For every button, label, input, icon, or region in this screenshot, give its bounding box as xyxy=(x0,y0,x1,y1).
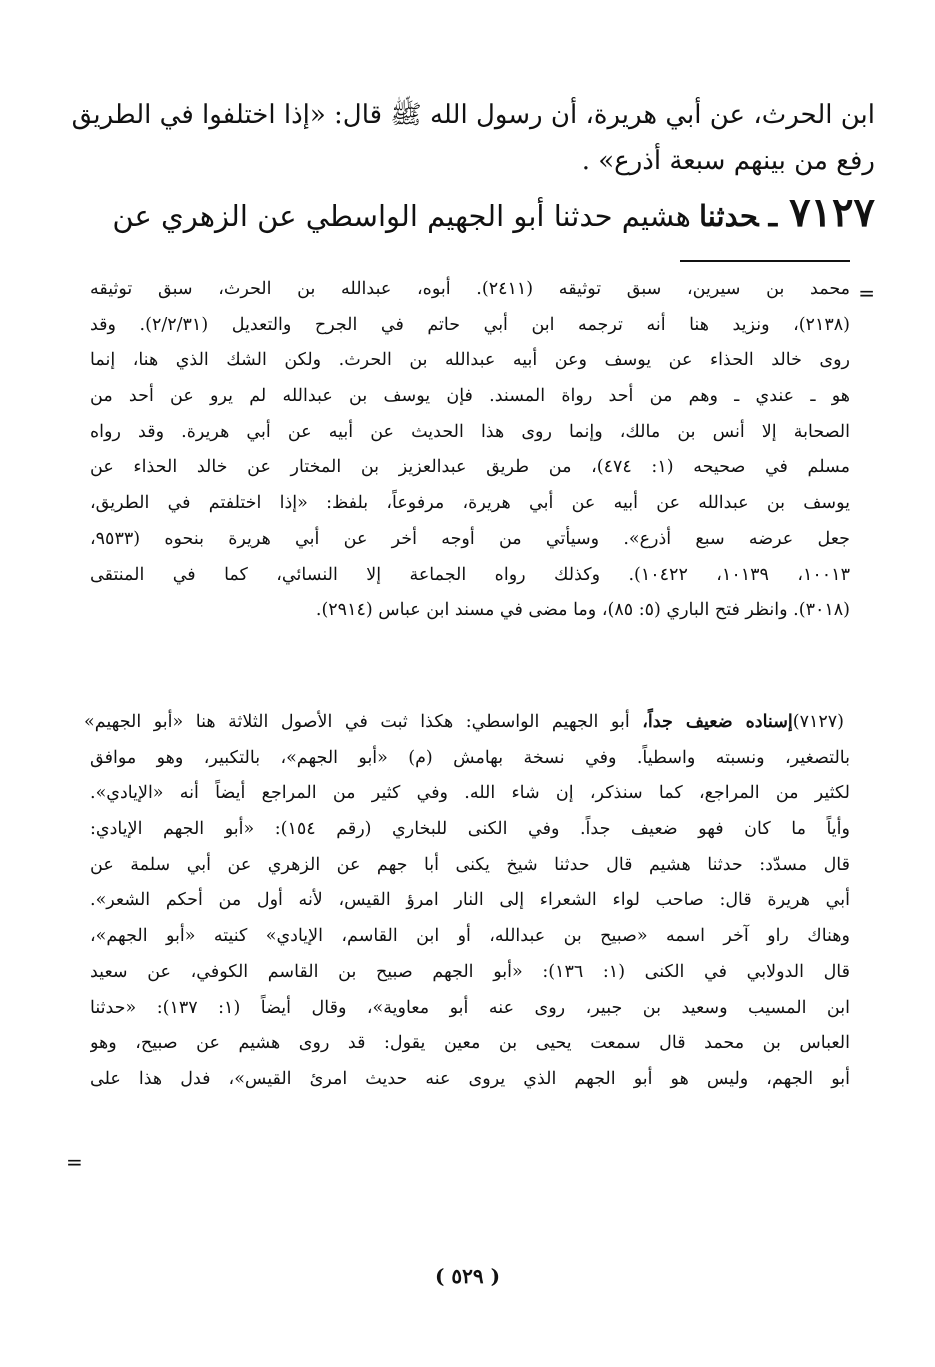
footnote-line: قال الدولابي في الكنى (١: ١٣٦): «أبو الجهم صبيح بن القاسم الكوفي، عن سعيد xyxy=(90,961,850,982)
footnote-line: مسلم في صحيحه (١: ٤٧٤)، من طريق عبدالعزيز بن المختار عن خالد الحذاء عن xyxy=(90,457,850,478)
continuation-mark-top: = xyxy=(858,281,875,305)
footnote-7127-verdict: إسناده ضعيف جداً، xyxy=(642,712,793,732)
footnote-line: محمد بن سيرين، سبق توثيقه (٢٤١١). أبوه، عبدالله بن الحرث، سبق توثيقه xyxy=(90,279,850,299)
hadith-number: ٧١٢٧ xyxy=(789,189,875,236)
footnote-line: بالتصغير، ونسبته واسطياً. وفي نسخة بهامش (م) «أبو الجهم»، بالتكبير، وهو موافق xyxy=(90,747,850,768)
footnote-line: وهناك راو آخر اسمه «صبيح بن عبدالله، أو ابن القاسم، الإيادي» كنيته «أبو الجهم»، xyxy=(90,926,850,947)
footnote-line: العباس بن محمد قال سمعت يحيى بن معين يقول: قد روى هشيم عن صبيح، وهو xyxy=(90,1033,850,1054)
footnote-7127 xyxy=(84,705,850,1098)
main-text xyxy=(55,92,875,184)
page-number: ( ٥٢٩ ) xyxy=(434,1264,501,1288)
footnote-separator-rule xyxy=(680,260,850,262)
footnote-line: وأياً ما كان فهو ضعيف جداً. وفي الكنى للبخاري (رقم ١٥٤): «أبو الجهم الإيادي: xyxy=(90,819,850,840)
hadith-dash: ـ xyxy=(768,199,778,233)
footnote-line: أبي هريرة قال: صاحب لواء الشعراء إلى النار امرؤ القيس، لأنه أول من أحكم الشعر». xyxy=(90,890,850,911)
footnote-line: هو ـ عندي ـ وهم من أحد رواة المسند. فإن يوسف بن عبدالله لم يرو عن أحد من xyxy=(90,386,850,407)
footnote-line: (٣٠١٨). وانظر فتح الباري (٥: ٨٥)، وما مضى في مسند ابن عباس (٢٩١٤). xyxy=(315,600,850,621)
footnote-7127-first-line xyxy=(84,705,844,741)
footnote-7127-ref: (٧١٢٧) xyxy=(792,712,844,732)
main-text-line: رفع من بينهم سبعة أذرع» . xyxy=(581,146,875,176)
footnote-line: ١٠٠١٣، ١٠١٣٩، ١٠٤٢٢). وكذلك رواه الجماعة إلا النسائي، كما في المنتقى xyxy=(90,564,850,585)
footnote-line: (٢١٣٨)، ونزيد هنا أنه ترجمه ابن أبي حاتم في الجرح والتعديل (٢/٢/٣١). وقد xyxy=(90,314,850,335)
footnote-line: لكثير من المراجع، كما سنذكر، إن شاء الله. وفي كثير من المراجع أيضاً أنه «الإيادي». xyxy=(90,783,850,804)
hadith-heading xyxy=(55,188,875,241)
hadith-text: هشيم حدثنا أبو الجهيم الواسطي عن الزهري عن xyxy=(112,199,691,233)
footnote-line: روى خالد الحذاء عن يوسف وعن أبيه عبدالله بن الحرث. ولكن الشك الذي هنا، إنما xyxy=(90,350,850,371)
footnote-line: الصحابة إلا أنس بن مالك، وإنما روى هذا الحديث عن أبيه عن أبي هريرة. وقد رواه xyxy=(90,421,850,442)
footnote-line: يوسف بن عبدالله عن أبيه عن أبي هريرة، مرفوعاً، بلفظ: «إذا اختلفتم في الطريق، xyxy=(90,493,850,514)
main-text-line: ابن الحرث، عن أبي هريرة، أن رسول الله ﷺ قال: «إذا اختلفوا في الطريق xyxy=(71,100,875,130)
hadith-haddathana: حدثنا xyxy=(698,199,759,233)
footnote-line: أبو الجهم، وليس هو أبو الجهم الذي يروى عنه حديث امرئ القيس»، فدل هذا على xyxy=(90,1068,850,1089)
footnote-line: ابن المسيب وسعيد بن جبير، روى عنه أبو معاوية»، وقال أيضاً (١: ١٣٧): «حدثنا xyxy=(90,997,850,1018)
footnote-previous xyxy=(90,272,850,629)
footnote-7127-first-line-text: أبو الجهيم الواسطي: هكذا ثبت في الأصول الثلاثة هنا «أبو الجهيم» xyxy=(84,712,643,732)
continuation-mark-bottom: = xyxy=(66,1150,83,1174)
footnote-line: قال مسدّد: حدثنا هشيم قال حدثنا شيخ يكنى أبا جهم عن الزهري عن أبي سلمة عن xyxy=(90,854,850,875)
footnote-line: جعل عرضه سبع أذرع». وسيأتي من أوجه أخر عن أبي هريرة بنحوه (٩٥٣٣، xyxy=(90,528,850,549)
